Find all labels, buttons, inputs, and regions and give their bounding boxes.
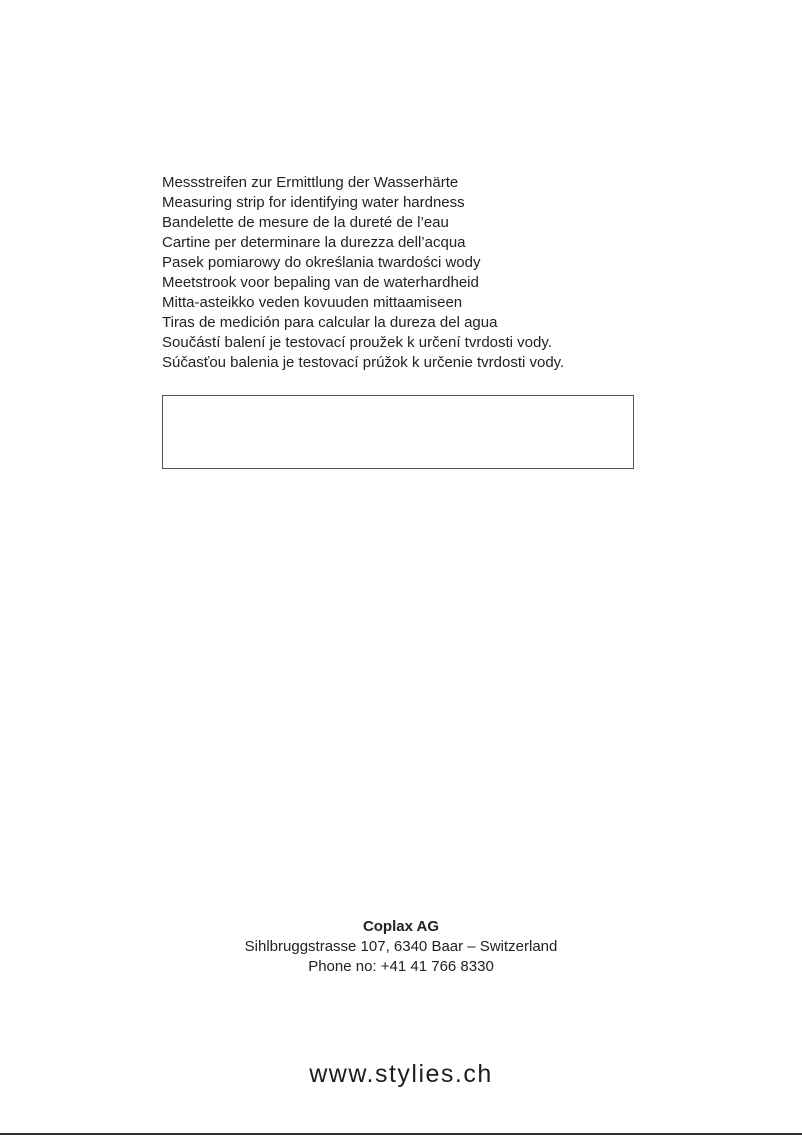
company-info (0, 917, 802, 977)
description-line-de: Messstreifen zur Ermittlung der Wasserhärte (162, 174, 459, 191)
description-line-es: Tiras de medición para calcular la dureza del agua (162, 314, 498, 331)
website-url: www.stylies.ch (309, 1060, 493, 1088)
description-line-nl: Meetstrook voor bepaling van de waterhardheid (162, 274, 479, 291)
company-address: Sihlbruggstrasse 107, 6340 Baar – Switzerland (244, 938, 558, 955)
description-line-cs: Součástí balení je testovací proužek k určení tvrdosti vody. (162, 334, 552, 351)
description-line-sk: Súčasťou balenia je testovací prúžok k určenie tvrdosti vody. (162, 354, 565, 371)
product-description-block (162, 173, 722, 373)
company-phone: Phone no: +41 41 766 8330 (308, 958, 494, 975)
test-strip-box (162, 395, 634, 469)
description-line-it: Cartine per determinare la durezza dell’acqua (162, 234, 466, 251)
description-line-pl: Pasek pomiarowy do określania twardości wody (162, 254, 481, 271)
description-line-en: Measuring strip for identifying water hardness (162, 194, 465, 211)
description-line-fi: Mitta-asteikko veden kovuuden mittaamiseen (162, 294, 463, 311)
company-name: Coplax AG (362, 918, 440, 935)
bottom-divider (0, 1133, 802, 1135)
description-line-fr: Bandelette de mesure de la dureté de l’eau (162, 214, 449, 231)
